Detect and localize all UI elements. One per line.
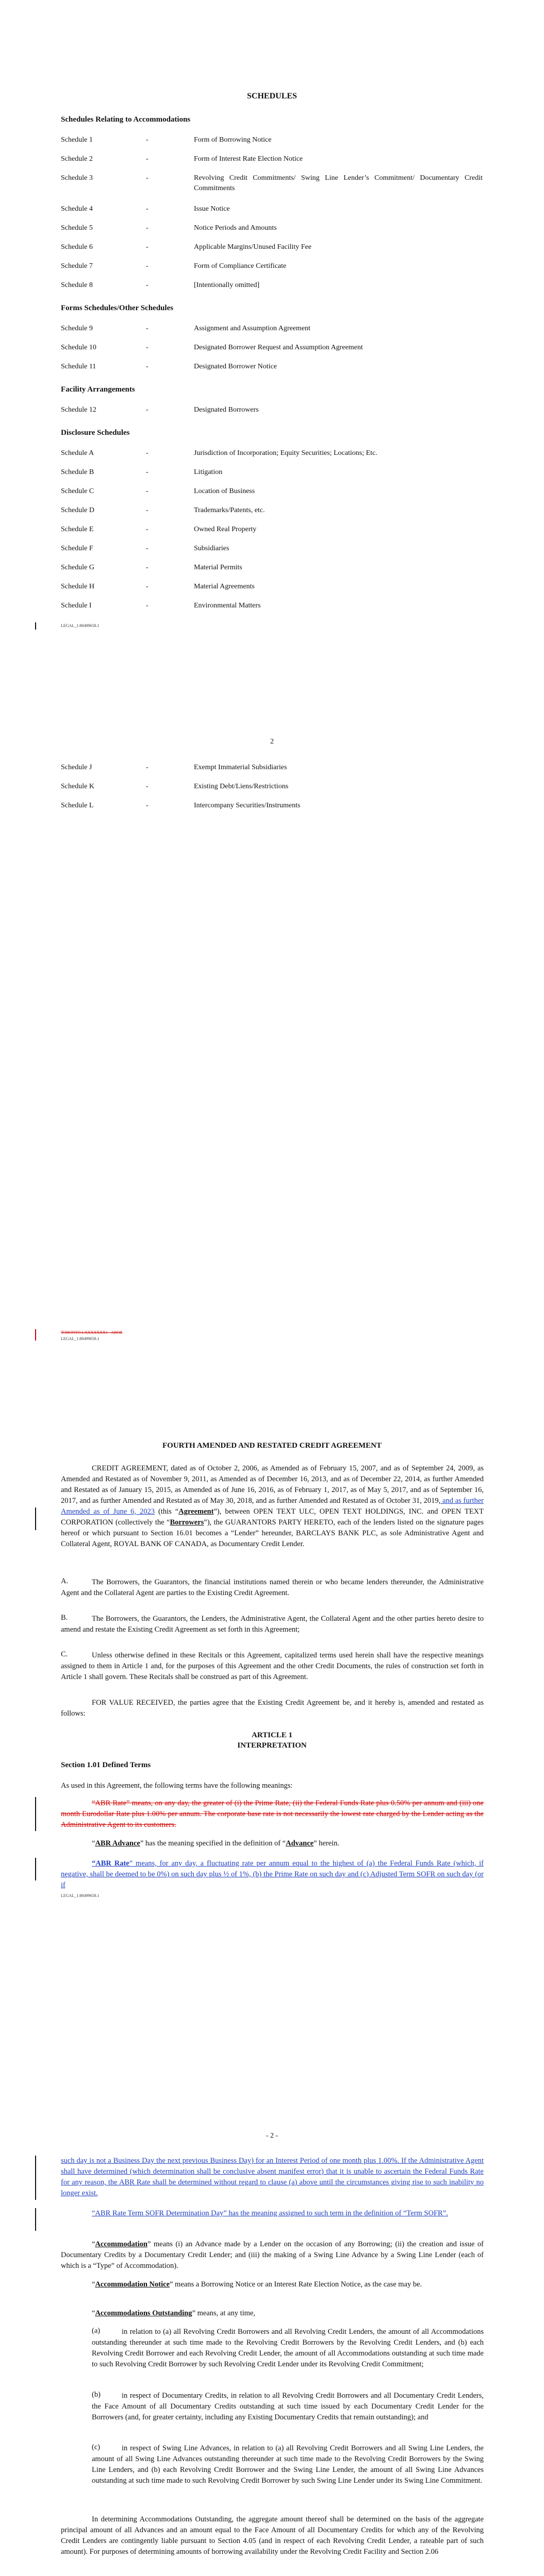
schedule-label: Schedule H [61,583,94,590]
schedule-desc: Designated Borrower Notice [194,363,277,370]
schedule-dash: - [146,506,149,514]
section-heading: Schedules Relating to Accommodations [61,115,191,124]
schedule-label: Schedule C [61,487,94,495]
agreement-page-2 [0,2107,544,2576]
schedule-dash: - [146,344,149,351]
definition-accommodation: “Accommodation” means (i) an Advance made by a Lender on the occasion of any Borrowing; (ii) the creation and issue of Documentary Credits by a Documentary Credit Lender; and (iii) the making of a Swing Line Advance by a Swing Line Lender (each of which is a “Type” of Accommodation). [61,2240,484,2270]
schedule-dash: - [146,243,149,251]
schedule-desc: Exempt Immaterial Subsidiaries [194,764,287,771]
inserted-abr-continuation: such day is not a Business Day the next previous Business Day) for an Interest Period of one month plus 1.00%. If the Administrative Agent shall have determined (which determination shall be conclusive absent manifest error) that it is unable to ascertain the Federal Funds Rate for any reason, the ABR Rate shall be determined without regard to clause (a) above until the circumstances giving rise to such inability no longer exist. [61,2157,484,2197]
page-number: - 2 - [266,2132,278,2140]
schedule-label: Schedule E [61,526,94,533]
redline-footer: TORONTO:1:XXXXXXX1 - ABOR [61,1330,123,1335]
schedule-desc: Owned Real Property [194,526,257,533]
schedule-dash: - [146,449,149,457]
article-title: ARTICLE 1 [251,1731,293,1739]
schedule-label: Schedule G [61,564,94,571]
article-subtitle: INTERPRETATION [237,1741,307,1750]
section-heading: Facility Arrangements [61,385,135,394]
change-bar [35,2208,36,2231]
schedule-label: Schedule 9 [61,325,93,332]
schedule-dash: - [146,468,149,476]
recital-number: A. [61,1577,69,1585]
schedules-page [0,0,544,706]
schedule-label: Schedule 7 [61,262,93,270]
schedule-dash: - [146,783,149,790]
deleted-definition: “ABR Rate” means, on any day, the greater of (i) the Prime Rate, (ii) the Federal Funds Rate plus 0.50% per annum and (iii) one month Eurodollar Rate plus 1.00% per annum. The corporate base rate is not necessarily the lowest rate charged by the Lender acting as the Administrative Agent to its customers. [61,1799,484,1829]
schedule-label: Schedule L [61,802,94,809]
inserted-text: and as further Amended as of June 6, 2023 [61,1497,484,1516]
schedule-label: Schedule K [61,783,94,790]
section-heading: Disclosure Schedules [61,429,130,437]
page-number: 2 [270,738,274,745]
schedule-desc: Location of Business [194,487,255,495]
section-heading: Forms Schedules/Other Schedules [61,304,174,312]
clause-a: in relation to (a) all Revolving Credit Borrowers and all Revolving Credit Lenders, the amount of all Accommodations outstanding thereunder at such time made to the Revolving Credit Borrowers by the Revolving Credit Lenders, and (b) each Revolving Credit Borrower and each Revolving Credit Lender, the amount of all Accommodations outstanding at such time made to such Revolving Credit Borrower by such Revolving Credit Lender under its Revolving Credit Commitment; [92,2328,484,2368]
schedule-label: Schedule 3 [61,174,93,182]
recital-b: The Borrowers, the Guarantors, the Lenders, the Administrative Agent, the Collateral Agent and the other parties hereto desire to amend and restate the Existing Credit Agreement as set forth in this Agreement; [61,1615,484,1634]
change-bar [35,1507,36,1530]
schedule-label: Schedule F [61,545,93,552]
schedule-desc: Environmental Matters [194,602,261,609]
clause-c: in respect of Swing Line Advances, in relation to (a) all Revolving Credit Borrowers and all Swing Line Lenders, the amount of all Swing Line Advances outstanding thereunder at such time made to the Revolving Credit Borrowers by the Swing Line Lenders, and (b) each Revolving Credit Borrower and the Swing Line Lender, the amount of all Swing Line Advances outstanding at such time made to such Revolving Credit Borrower by such Swing Line Lender under its Swing Line Commitment. [92,2444,484,2485]
schedule-label: Schedule 10 [61,344,96,351]
change-bar [35,2156,36,2200]
schedule-label: Schedule D [61,506,94,514]
schedule-label: Schedule A [61,449,94,457]
clause-number: (a) [92,2327,101,2335]
document-footer: LEGAL_1:80499658.1 [61,623,100,628]
change-bar [35,1858,36,1880]
schedule-desc: Material Agreements [194,583,255,590]
document-footer: LEGAL_1:80499658.1 [61,1336,100,1341]
schedule-desc: [Intentionally omitted] [194,281,260,289]
schedule-dash: - [146,583,149,590]
definition-abr-advance: “ABR Advance” has the meaning specified in the definition of “Advance” herein. [92,1839,340,1848]
schedule-desc: Existing Debt/Liens/Restrictions [194,783,289,790]
schedule-desc: Applicable Margins/Unused Facility Fee [194,243,311,251]
schedule-desc: Revolving Credit Commitments/ Swing Line Lender’s Commitment/ Documentary Credit Commitments [194,174,483,192]
schedule-label: Schedule 5 [61,224,93,232]
schedule-dash: - [146,564,149,571]
schedule-dash: - [146,325,149,332]
schedules-page-2 [0,706,544,1376]
definitions-intro: As used in this Agreement, the following terms have the following meanings: [61,1782,293,1790]
schedule-label: Schedule 6 [61,243,93,251]
schedule-dash: - [146,526,149,533]
schedule-dash: - [146,155,149,163]
schedule-dash: - [146,545,149,552]
schedule-label: Schedule I [61,602,92,609]
schedule-desc: Litigation [194,468,223,476]
document-footer: LEGAL_1:80499658.1 [61,1893,100,1898]
definition-accommodations-outstanding: “Accommodations Outstanding” means, at any time, [92,2309,255,2317]
recital-number: B. [61,1614,68,1622]
schedule-desc: Form of Interest Rate Election Notice [194,155,303,163]
schedule-label: Schedule 11 [61,363,96,370]
schedule-desc: Issue Notice [194,205,230,213]
recital-a: The Borrowers, the Guarantors, the financial institutions named therein or who became lenders thereunder, the Administrative Agent and the Collateral Agent are parties to the Existing Credit Agreement. [61,1578,484,1597]
schedule-desc: Form of Compliance Certificate [194,262,287,270]
schedule-dash: - [146,406,149,414]
schedule-desc: Assignment and Assumption Agreement [194,325,310,332]
intro-paragraph: CREDIT AGREEMENT, dated as of October 2, 2006, as Amended as of February 15, 2007, and as of September 24, 2009, as Amended and Restated as of November 9, 2011, as Amended as of December 16, 2013, and as of December 22, 2014, as further Amended and Restated as of January 15, 2015, as Amended as of June 16, 2016, as of February 1, 2017, as of May 5, 2017, and as of September 16, 2017, and as further Amended and Restated as of May 30, 2018, and as further Amended and Restated as of October 31, 2019, and as further Amended as of June 6, 2023 (this “Agreement”), between OPEN TEXT ULC, OPEN TEXT HOLDINGS, INC. and OPEN TEXT CORPORATION (collectively the “Borrowers”), the GUARANTORS PARTY HERETO, each of the lenders listed on the signature pages hereof or which pursuant to Section 16.01 becomes a “Lender” hereunder, BARCLAYS BANK PLC, as sole Administrative Agent and Collateral Agent, ROYAL BANK OF CANADA, as Documentary Credit Lender. [61,1464,484,1548]
change-bar [35,622,36,630]
schedule-label: Schedule 12 [61,406,96,414]
inserted-definition: “ABR Rate” means, for any day, a fluctuating rate per annum equal to the highest of (a) the Federal Funds Rate (which, if negative, shall be deemed to be 0%) on such day plus ½ of 1%, (b) the Prime Rate on such day and (c) Adjusted Term SOFR on such day (or if [61,1859,484,1889]
schedule-desc: Intercompany Securities/Instruments [194,802,301,809]
change-bar [35,1329,36,1341]
schedule-label: Schedule 4 [61,205,93,213]
clause-number: (c) [92,2443,101,2451]
schedule-desc: Subsidiaries [194,545,229,552]
schedule-label: Schedule 1 [61,136,93,144]
page-title: SCHEDULES [247,92,297,100]
schedule-desc: Jurisdiction of Incorporation; Equity Securities; Locations; Etc. [194,449,377,457]
schedule-desc: Designated Borrower Request and Assumption Agreement [194,344,363,351]
section-heading: Section 1.01 Defined Terms [61,1761,151,1769]
determining-paragraph: In determining Accommodations Outstanding, the aggregate amount thereof shall be determined on the basis of the aggregate principal amount of all Advances and an amount equal to the Face Amount of all Documentary Credits for which any of the Revolving Credit Lenders are contingently liable pursuant to Section 4.05 (and in respect of each Revolving Credit Lender, a rateable part of such amount). For purposes of determining amounts of borrowing availability under the Revolving Credit Facility and Section 2.06 [61,2515,484,2556]
schedule-dash: - [146,363,149,370]
schedule-dash: - [146,487,149,495]
schedule-desc: Material Permits [194,564,242,571]
schedule-desc: Designated Borrowers [194,406,259,414]
clause-number: (b) [92,2391,101,2399]
schedule-dash: - [146,764,149,771]
for-value-paragraph: FOR VALUE RECEIVED, the parties agree that the Existing Credit Agreement be, and it hereby is, amended and restated as follows: [61,1699,484,1718]
schedule-dash: - [146,224,149,232]
change-bar [35,1797,36,1831]
agreement-page [0,1376,544,2107]
schedule-desc: Trademarks/Patents, etc. [194,506,265,514]
clause-b: in respect of Documentary Credits, in relation to all Revolving Credit Borrowers and all Documentary Credit Lenders, the Face Amount of all Documentary Credits outstanding at such time issued by each Documentary Credit Lender for the Borrowers (and, for greater certainty, including any Existing Documentary Credits that remain outstanding); and [92,2392,484,2421]
schedule-desc: Form of Borrowing Notice [194,136,272,144]
schedule-dash: - [146,602,149,609]
schedule-dash: - [146,205,149,213]
schedule-dash: - [146,136,149,144]
inserted-definition: “ABR Rate Term SOFR Determination Day” has the meaning assigned to such term in the definition of “Term SOFR”. [92,2209,448,2217]
schedule-label: Schedule J [61,764,92,771]
schedule-desc: Notice Periods and Amounts [194,224,277,232]
schedule-dash: - [146,262,149,270]
schedule-dash: - [146,174,149,182]
schedule-label: Schedule B [61,468,94,476]
schedule-dash: - [146,802,149,809]
recital-c: Unless otherwise defined in these Recitals or this Agreement, capitalized terms used herein shall have the respective meanings assigned to them in Article 1 and, for the purposes of this Agreement and the other Credit Documents, the rules of construction set forth in Article 1 shall govern. These Recitals shall be construed as part of this Agreement. [61,1651,484,1681]
recital-number: C. [61,1650,68,1658]
definition-accommodation-notice: “Accommodation Notice” means a Borrowing Notice or an Interest Rate Election Notice, as the case may be. [92,2280,422,2289]
schedule-label: Schedule 8 [61,281,93,289]
agreement-title: FOURTH AMENDED AND RESTATED CREDIT AGREEMENT [162,1442,382,1450]
schedule-label: Schedule 2 [61,155,93,163]
schedule-dash: - [146,281,149,289]
